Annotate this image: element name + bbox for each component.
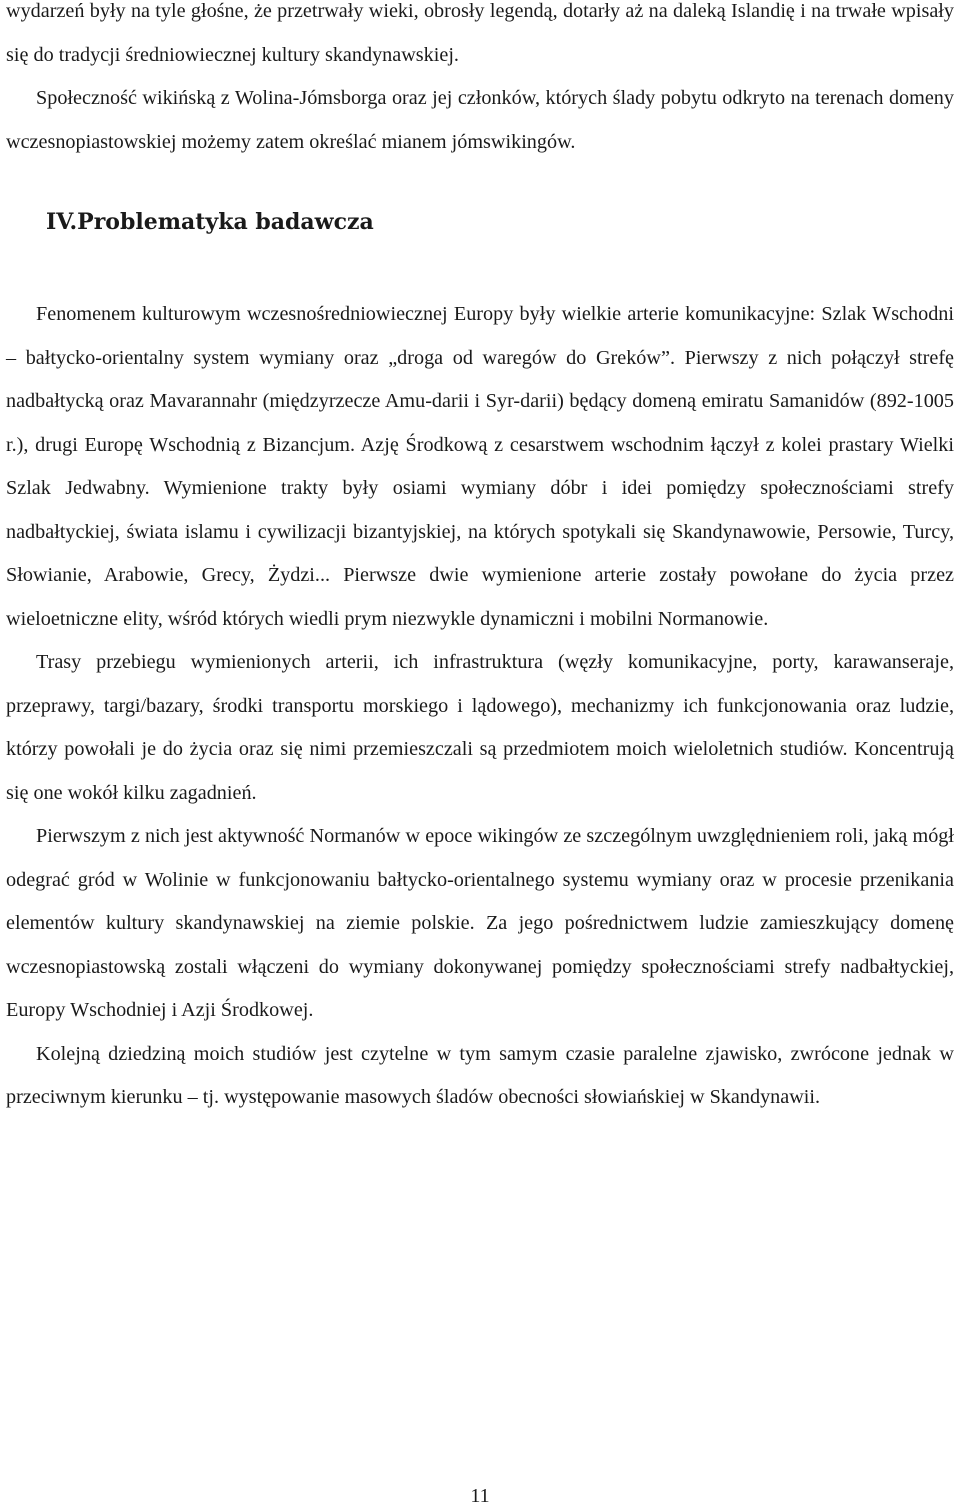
paragraph-normans-wolin: Pierwszym z nich jest aktywność Normanów w epoce wikingów ze szczególnym uwzględnieniem roli, jaką mógł odegrać gród w Wolinie w funkcjonowaniu bałtycko-orientalnego systemu wymiany oraz w procesie przenikania elementów kultury skandynawskiej na ziemie polskie. Za jego pośrednictwem ludzie zamieszkujący domenę wczesnopiastowską zostali włączeni do wymiany dokonywanej pomiędzy społecznościami strefy nadbałtyckiej, Europy Wschodniej i Azji Środkowej. <box>6 825 954 1021</box>
continuation-paragraph: wydarzeń były na tyle głośne, że przetrwały wieki, obrosły legendą, dotarły aż na daleką Islandię i na trwałe wpisały się do tradycji średniowiecznej kultury skandynawskiej. <box>6 0 954 66</box>
page-number: 11 <box>470 1485 490 1507</box>
paragraph-slavic-presence: Kolejną dziedziną moich studiów jest czytelne w tym samym czasie paralelne zjawisko, zwrócone jednak w przeciwnym kierunku – tj. występowanie masowych śladów obecności słowiańskiej w Skandynawii. <box>6 1042 954 1108</box>
paragraph-jomsvikings: Społeczność wikińską z Wolina-Jómsborga oraz jej członków, których ślady pobytu odkryto na terenach domeny wczesnopiastowskiej możemy zatem określać mianem jómswikingów. <box>6 87 954 153</box>
section-heading: IV.Problematyka badawcza <box>46 209 374 235</box>
document-page <box>6 0 954 1120</box>
paragraph-research-topics: Trasy przebiegu wymienionych arterii, ich infrastruktura (węzły komunikacyjne, porty, karawanseraje, przeprawy, targi/bazary, środki transportu morskiego i lądowego), mechanizmy ich funkcjonowania oraz ludzie, którzy powołali je do życia oraz się nimi przemieszczali są przedmiotem moich wieloletnich studiów. Koncentrują się one wokół kilku zagadnień. <box>6 651 954 804</box>
paragraph-trade-routes: Fenomenem kulturowym wczesnośredniowiecznej Europy były wielkie arterie komunikacyjne: Szlak Wschodni – bałtycko-orientalny system wymiany oraz „droga od waregów do Greków”. Pierwszy z nich połączył strefę nadbałtycką oraz Mavarannahr (międzyrzecze Amu-darii i Syr-darii) będący domeną emiratu Samanidów (892-1005 r.), drugi Europę Wschodnią z Bizancjum. Azję Środkową z cesarstwem wschodnim łączył z kolei prastary Wielki Szlak Jedwabny. Wymienione trakty były osiami wymiany dóbr i idei pomiędzy społecznościami strefy nadbałtyckiej, świata islamu i cywilizacji bizantyjskiej, na których spotykali się Skandynawowie, Persowie, Turcy, Słowianie, Arabowie, Grecy, Żydzi... Pierwsze dwie wymienione arterie zostały powołane do życia przez wieloetniczne elity, wśród których wiedli prym niezwykle dynamiczni i mobilni Normanowie. <box>6 303 954 630</box>
